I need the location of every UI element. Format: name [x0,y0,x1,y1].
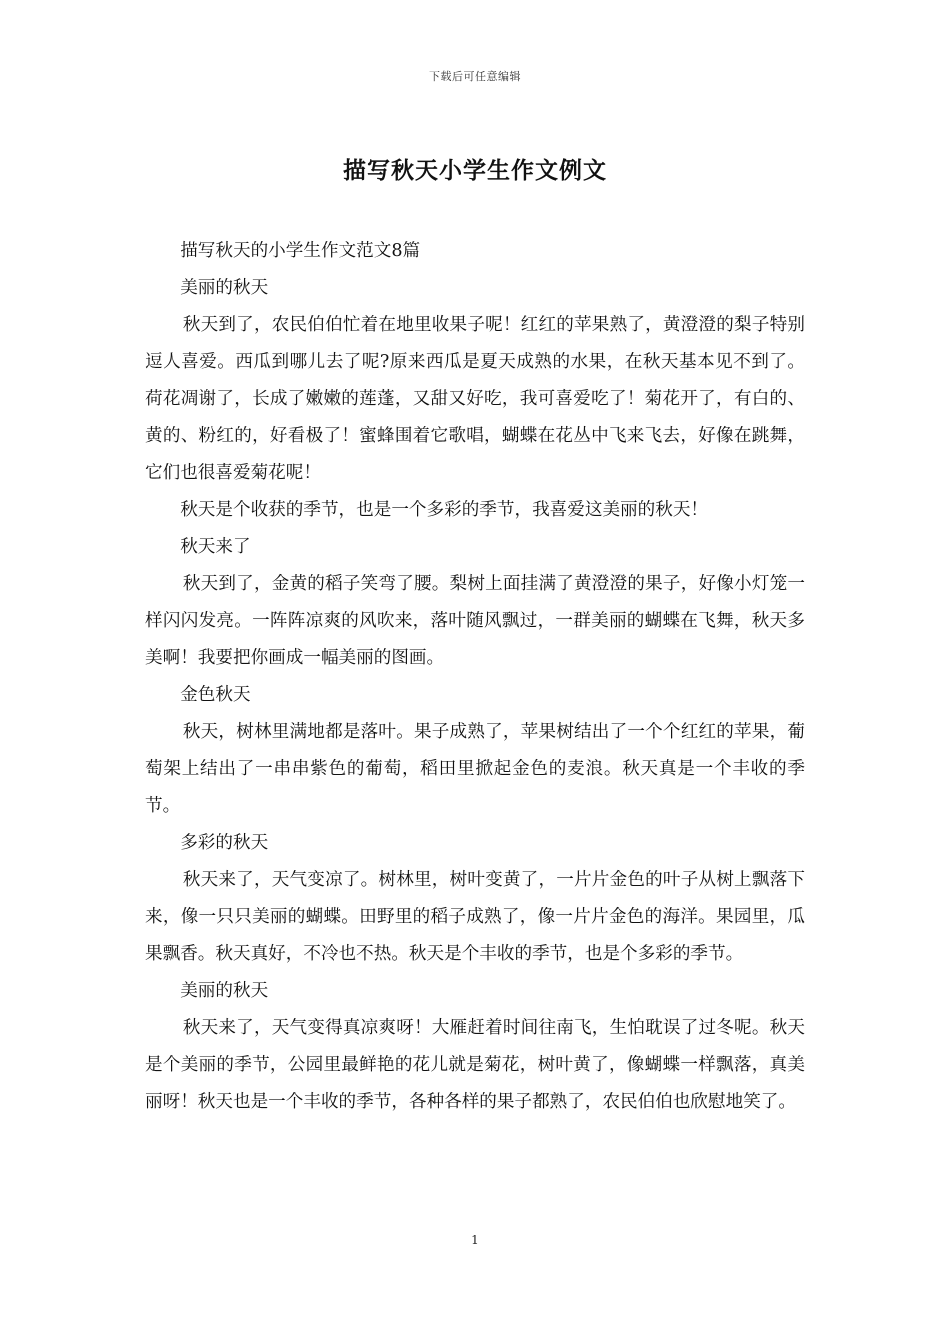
body-paragraph: 秋天来了，天气变凉了。树林里，树叶变黄了，一片片金色的叶子从树上飘落下来，像一只只美丽的蝴蝶。田野里的稻子成熟了，像一片片金色的海洋。果园里，瓜果飘香。秋天真好，不冷也不热。秋天是个丰收的季节，也是个多彩的季节。 [145,870,805,964]
section-heading: 秋天来了 [180,537,251,557]
page-number: 1 [471,1233,479,1247]
document-title: 描写秋天小学生作文例文 [343,157,607,184]
body-paragraph: 秋天到了，农民伯伯忙着在地里收果子呢！红红的苹果熟了，黄澄澄的梨子特别逗人喜爱。西瓜到哪儿去了呢?原来西瓜是夏天成熟的水果，在秋天基本见不到了。荷花凋谢了，长成了嫩嫩的莲蓬，又甜又好吃，我可喜爱吃了！菊花开了，有白的、黄的、粉红的，好看极了！蜜蜂围着它歌唱，蝴蝶在花丛中飞来飞去，好像在跳舞，它们也很喜爱菊花呢！ [145,315,805,483]
subtitle: 描写秋天的小学生作文范文8篇 [180,241,421,261]
section-heading: 金色秋天 [180,685,251,705]
body-paragraph: 秋天是个收获的季节，也是一个多彩的季节，我喜爱这美丽的秋天！ [180,500,709,520]
section-heading: 多彩的秋天 [180,833,269,853]
body-paragraph: 秋天，树林里满地都是落叶。果子成熟了，苹果树结出了一个个红红的苹果，葡萄架上结出了一串串紫色的葡萄，稻田里掀起金色的麦浪。秋天真是一个丰收的季节。 [145,722,805,816]
section-heading: 美丽的秋天 [180,278,269,298]
document-body [145,233,805,1121]
header-note: 下载后可任意编辑 [429,70,521,83]
body-paragraph: 秋天到了，金黄的稻子笑弯了腰。梨树上面挂满了黄澄澄的果子，好像小灯笼一样闪闪发亮。一阵阵凉爽的风吹来，落叶随风飘过，一群美丽的蝴蝶在飞舞，秋天多美啊！我要把你画成一幅美丽的图画。 [145,574,805,668]
section-heading: 美丽的秋天 [180,981,269,1001]
body-paragraph: 秋天来了，天气变得真凉爽呀！大雁赶着时间往南飞，生怕耽误了过冬呢。秋天是个美丽的季节，公园里最鲜艳的花儿就是菊花，树叶黄了，像蝴蝶一样飘落，真美丽呀！秋天也是一个丰收的季节，各种各样的果子都熟了，农民伯伯也欣慰地笑了。 [145,1018,805,1112]
